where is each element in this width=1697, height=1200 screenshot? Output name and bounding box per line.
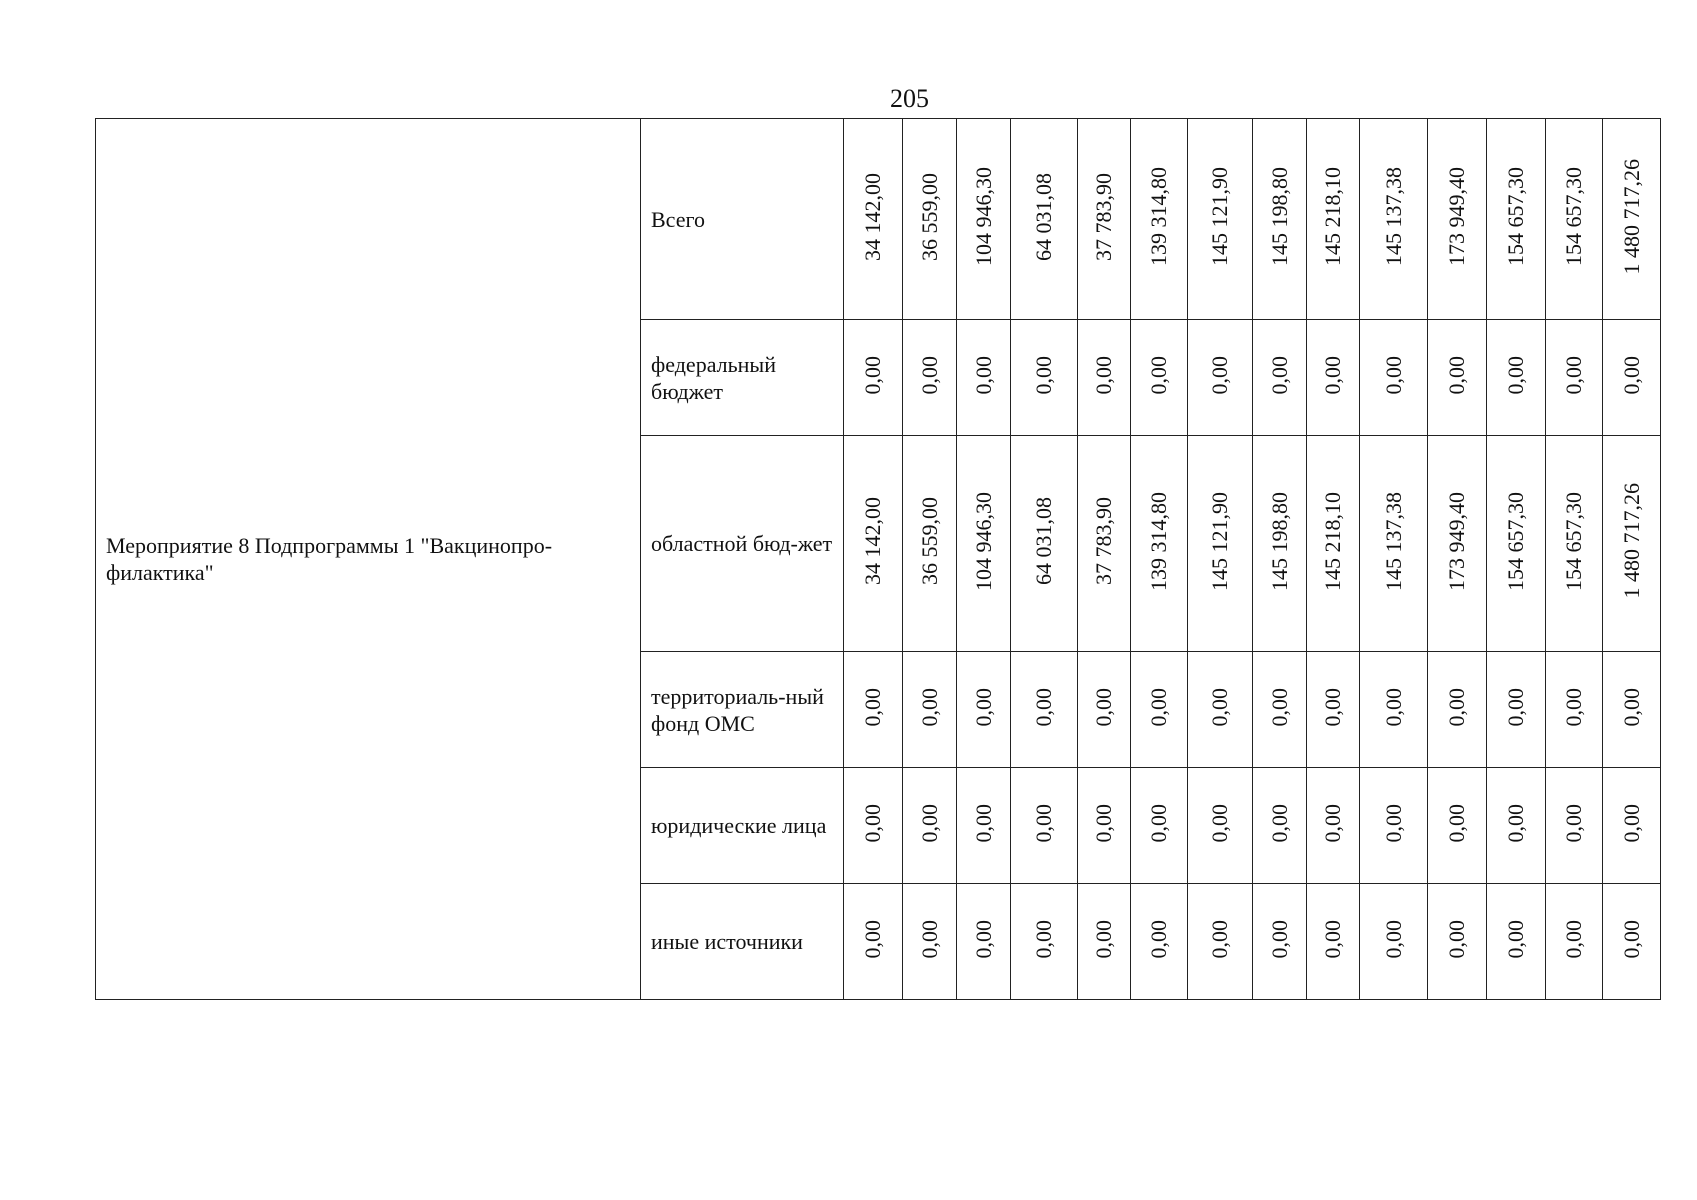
value-cell	[1253, 652, 1307, 768]
value-cell	[1603, 652, 1661, 768]
value-text: 0,00	[1561, 355, 1586, 395]
value-text: 0,00	[1031, 687, 1056, 727]
value-text: 0,00	[1503, 803, 1528, 843]
value-text: 0,00	[1031, 919, 1056, 959]
value-cell	[903, 652, 957, 768]
value-text: 154 657,30	[1503, 167, 1528, 266]
value-text: 64 031,08	[1031, 172, 1056, 261]
value-text: 0,00	[916, 687, 942, 727]
value-cell	[1131, 436, 1188, 652]
value-text: 0,00	[1320, 803, 1345, 843]
value-cell	[1603, 768, 1661, 884]
value-cell	[957, 436, 1011, 652]
value-text: 0,00	[1380, 355, 1406, 395]
value-cell	[1078, 436, 1131, 652]
value-cell	[1487, 768, 1546, 884]
value-cell	[1078, 652, 1131, 768]
value-cell	[903, 884, 957, 1000]
value-text: 0,00	[1503, 355, 1528, 395]
value-cell	[1188, 119, 1253, 320]
value-cell	[1131, 884, 1188, 1000]
value-text: 0,00	[970, 355, 996, 395]
value-cell	[1487, 652, 1546, 768]
funding-source-label: областной бюд-жет	[641, 436, 844, 652]
value-cell	[844, 884, 903, 1000]
value-cell	[1253, 884, 1307, 1000]
value-text: 37 783,90	[1091, 497, 1116, 585]
value-cell	[1307, 652, 1360, 768]
value-text: 34 142,00	[860, 497, 885, 585]
value-text: 104 946,30	[970, 167, 996, 266]
value-text: 0,00	[1320, 687, 1345, 727]
value-text: 0,00	[1380, 803, 1406, 843]
value-cell	[1603, 119, 1661, 320]
value-text: 0,00	[970, 919, 996, 959]
value-cell	[1253, 119, 1307, 320]
value-text: 0,00	[916, 355, 942, 395]
value-cell	[1078, 768, 1131, 884]
value-text: 0,00	[1091, 919, 1116, 959]
value-text: 0,00	[1266, 355, 1292, 395]
value-text: 0,00	[1320, 355, 1345, 395]
value-text: 0,00	[860, 919, 885, 959]
value-text: 0,00	[1146, 355, 1171, 395]
value-text: 104 946,30	[970, 491, 996, 591]
value-text: 139 314,80	[1146, 167, 1171, 266]
value-cell	[1546, 119, 1603, 320]
value-cell	[957, 652, 1011, 768]
value-text: 0,00	[1207, 803, 1232, 843]
value-cell	[844, 119, 903, 320]
value-text: 0,00	[1146, 687, 1171, 727]
value-text: 0,00	[1618, 803, 1644, 843]
value-cell	[1188, 320, 1253, 436]
value-text: 154 657,30	[1503, 491, 1528, 591]
value-text: 34 142,00	[860, 172, 885, 261]
value-text: 0,00	[1266, 687, 1292, 727]
page-number: 205	[890, 84, 929, 113]
value-cell	[1078, 320, 1131, 436]
value-text: 145 121,90	[1207, 167, 1232, 266]
value-cell	[1428, 320, 1487, 436]
value-cell	[844, 320, 903, 436]
value-text: 0,00	[1207, 919, 1232, 959]
measure-title: Мероприятие 8 Подпрограммы 1 "Вакцинопро-филактика"	[96, 119, 641, 1000]
value-text: 64 031,08	[1031, 497, 1056, 585]
value-text: 145 137,38	[1380, 167, 1406, 266]
value-cell	[1546, 436, 1603, 652]
value-text: 0,00	[1444, 687, 1469, 727]
value-text: 0,00	[1618, 687, 1644, 727]
value-cell	[1131, 119, 1188, 320]
value-cell	[1307, 320, 1360, 436]
value-text: 0,00	[1561, 803, 1586, 843]
value-cell	[1546, 320, 1603, 436]
value-text: 139 314,80	[1146, 491, 1171, 591]
value-cell	[1360, 436, 1428, 652]
value-cell	[1307, 768, 1360, 884]
value-cell	[903, 320, 957, 436]
value-text: 0,00	[860, 803, 885, 843]
value-text: 0,00	[1380, 919, 1406, 959]
value-cell	[957, 119, 1011, 320]
value-cell	[1078, 119, 1131, 320]
value-cell	[1307, 884, 1360, 1000]
value-cell	[1428, 119, 1487, 320]
value-cell	[903, 119, 957, 320]
value-text: 173 949,40	[1444, 491, 1469, 591]
value-text: 145 137,38	[1380, 491, 1406, 591]
value-text: 0,00	[1444, 803, 1469, 843]
value-text: 0,00	[1380, 687, 1406, 727]
value-cell	[1131, 320, 1188, 436]
value-text: 173 949,40	[1444, 167, 1469, 266]
value-cell	[1360, 652, 1428, 768]
value-text: 0,00	[1444, 355, 1469, 395]
value-text: 0,00	[1207, 687, 1232, 727]
value-cell	[1487, 320, 1546, 436]
value-text: 145 218,10	[1320, 167, 1345, 266]
value-text: 0,00	[1091, 355, 1116, 395]
value-text: 0,00	[1266, 919, 1292, 959]
funding-source-label: федеральный бюджет	[641, 320, 844, 436]
value-cell	[1428, 652, 1487, 768]
value-cell	[844, 652, 903, 768]
value-text: 0,00	[1444, 919, 1469, 959]
value-text: 36 559,00	[916, 172, 942, 261]
value-text: 0,00	[1618, 919, 1644, 959]
value-text: 0,00	[1031, 355, 1056, 395]
value-cell	[1603, 884, 1661, 1000]
value-text: 36 559,00	[916, 497, 942, 585]
value-text: 0,00	[1091, 803, 1116, 843]
value-cell	[844, 768, 903, 884]
value-cell	[1307, 119, 1360, 320]
funding-source-label: юридические лица	[641, 768, 844, 884]
value-cell	[1011, 436, 1078, 652]
value-text: 0,00	[1266, 803, 1292, 843]
value-text: 0,00	[1503, 687, 1528, 727]
value-cell	[1546, 652, 1603, 768]
value-cell	[1253, 436, 1307, 652]
value-cell	[1487, 436, 1546, 652]
value-text: 0,00	[1561, 687, 1586, 727]
value-cell	[1253, 768, 1307, 884]
value-cell	[1360, 768, 1428, 884]
value-text: 145 198,80	[1266, 167, 1292, 266]
value-cell	[1603, 320, 1661, 436]
value-cell	[1011, 652, 1078, 768]
value-cell	[1428, 436, 1487, 652]
value-text: 37 783,90	[1091, 172, 1116, 261]
value-cell	[1546, 768, 1603, 884]
value-cell	[1131, 768, 1188, 884]
value-cell	[1131, 652, 1188, 768]
value-cell	[903, 436, 957, 652]
value-text: 0,00	[1561, 919, 1586, 959]
value-text: 0,00	[1031, 803, 1056, 843]
value-cell	[1188, 768, 1253, 884]
value-cell	[1078, 884, 1131, 1000]
value-text: 0,00	[916, 803, 942, 843]
value-cell	[1487, 884, 1546, 1000]
value-text: 154 657,30	[1561, 167, 1586, 266]
value-cell	[1011, 119, 1078, 320]
value-cell	[957, 320, 1011, 436]
value-cell	[957, 884, 1011, 1000]
funding-source-label: Всего	[641, 119, 844, 320]
value-cell	[1188, 652, 1253, 768]
value-text: 0,00	[970, 687, 996, 727]
value-text: 0,00	[1091, 687, 1116, 727]
funding-source-label: территориаль-ный фонд ОМС	[641, 652, 844, 768]
value-cell	[1360, 320, 1428, 436]
value-text: 0,00	[1207, 355, 1232, 395]
value-text: 0,00	[1618, 355, 1644, 395]
value-cell	[1603, 436, 1661, 652]
value-text: 145 121,90	[1207, 491, 1232, 591]
value-cell	[1307, 436, 1360, 652]
value-cell	[957, 768, 1011, 884]
value-cell	[1360, 884, 1428, 1000]
funding-source-label: иные источники	[641, 884, 844, 1000]
value-cell	[1188, 884, 1253, 1000]
financing-table-body	[96, 119, 1661, 1000]
value-text: 1 480 717,26	[1618, 483, 1644, 599]
value-cell	[1360, 119, 1428, 320]
value-text: 0,00	[1503, 919, 1528, 959]
value-cell	[1011, 884, 1078, 1000]
value-text: 0,00	[1146, 803, 1171, 843]
value-cell	[1253, 320, 1307, 436]
value-cell	[844, 436, 903, 652]
value-text: 0,00	[860, 355, 885, 395]
value-text: 0,00	[860, 687, 885, 727]
financing-table	[95, 118, 1661, 1000]
value-text: 0,00	[970, 803, 996, 843]
value-cell	[1188, 436, 1253, 652]
value-cell	[1546, 884, 1603, 1000]
value-cell	[1487, 119, 1546, 320]
value-cell	[1011, 768, 1078, 884]
value-text: 145 218,10	[1320, 491, 1345, 591]
value-text: 154 657,30	[1561, 491, 1586, 591]
table-row	[96, 119, 1661, 320]
value-text: 0,00	[1146, 919, 1171, 959]
value-cell	[903, 768, 957, 884]
value-cell	[1428, 884, 1487, 1000]
value-text: 145 198,80	[1266, 491, 1292, 591]
value-text: 0,00	[1320, 919, 1345, 959]
value-cell	[1011, 320, 1078, 436]
value-text: 0,00	[916, 919, 942, 959]
value-cell	[1428, 768, 1487, 884]
value-text: 1 480 717,26	[1618, 158, 1644, 275]
